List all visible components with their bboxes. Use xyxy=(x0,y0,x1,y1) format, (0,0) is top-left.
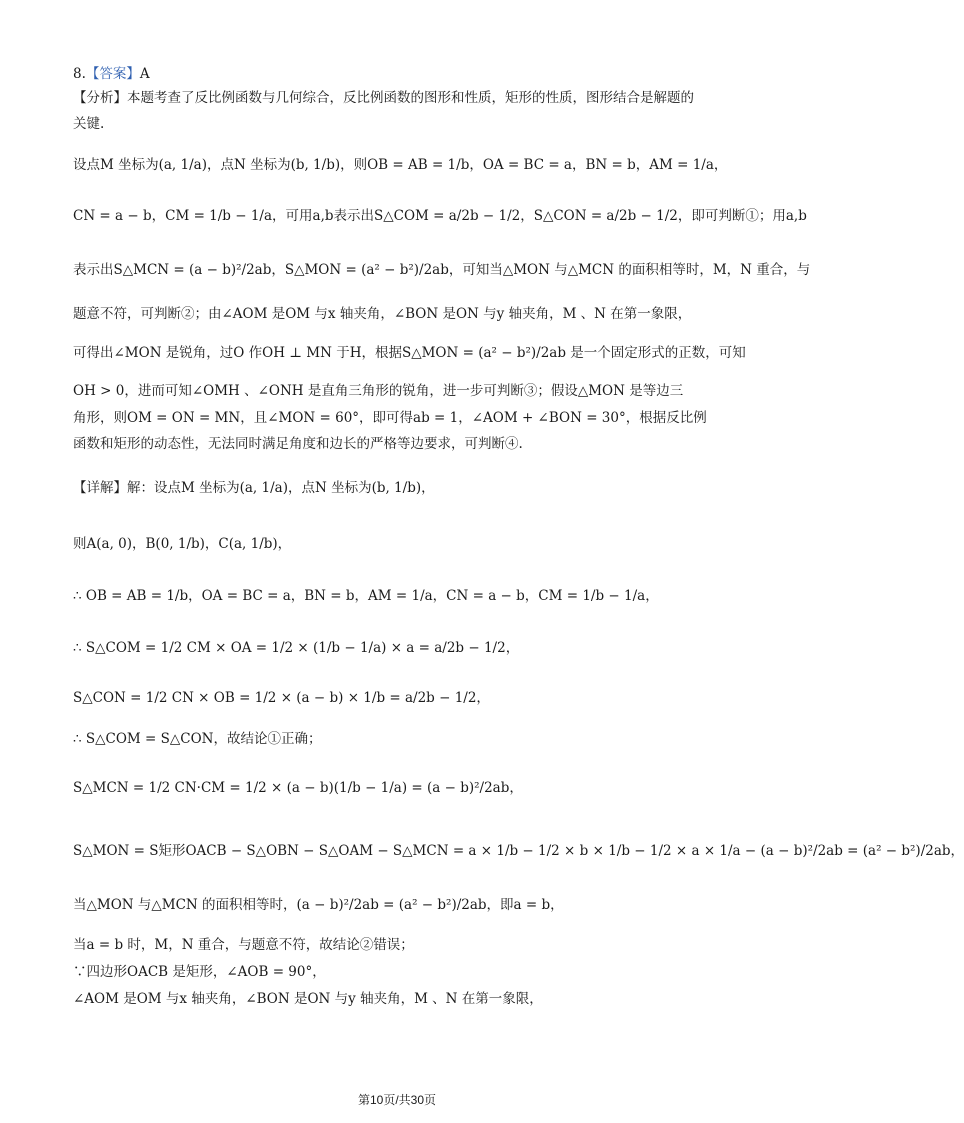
analysis-line-1: 【分析】本题考查了反比例函数与几何综合，反比例函数的图形和性质，矩形的性质，图形结合是解题的 xyxy=(73,90,694,106)
detail-line-7: S△MCN = 1/2 CN·CM = 1/2 × (a − b)(1/b − 1/a) = (a − b)²/2ab， xyxy=(73,780,523,796)
detail-line-4: ∴ S△COM = 1/2 CM × OA = 1/2 × (1/b − 1/a) × a = a/2b − 1/2， xyxy=(73,640,520,656)
answer-value: A xyxy=(139,66,150,82)
page-footer: 第10页/共30页 xyxy=(357,1093,437,1107)
analysis-line-4: CN = a − b，CM = 1/b − 1/a，可用a,b表示出S△COM = a/2b − 1/2，S△CON = a/2b − 1/2，即可判断①；用a,b xyxy=(73,208,807,224)
detail-line-6: ∴ S△COM = S△CON，故结论①正确； xyxy=(73,731,322,747)
analysis-line-2: 关键. xyxy=(73,116,105,132)
detail-line-3: ∴ OB = AB = 1/b，OA = BC = a，BN = b，AM = 1/a，CN = a − b，CM = 1/b − 1/a， xyxy=(73,588,659,604)
detail-line-2: 则A(a, 0)，B(0, 1/b)，C(a, 1/b)， xyxy=(73,536,292,552)
analysis-line-3: 设点M 坐标为(a, 1/a)，点N 坐标为(b, 1/b)，则OB = AB = 1/b，OA = BC = a，BN = b，AM = 1/a， xyxy=(73,157,728,173)
detail-line-8: S△MON = S矩形OACB − S△OBN − S△OAM − S△MCN = a × 1/b − 1/2 × b × 1/b − 1/2 × a × 1/a − (a − b)²/2ab = (a² − b²)/2ab， xyxy=(73,843,964,859)
detail-line-5: S△CON = 1/2 CN × OB = 1/2 × (a − b) × 1/b = a/2b − 1/2， xyxy=(73,690,490,706)
detail-line-10: 当a = b 时，M，N 重合，与题意不符，故结论②错误； xyxy=(73,937,414,953)
analysis-line-5: 表示出S△MCN = (a − b)²/2ab，S△MON = (a² − b²)/2ab，可知当△MON 与△MCN 的面积相等时，M，N 重合，与 xyxy=(73,262,811,278)
detail-line-1: 【详解】解：设点M 坐标为(a, 1/a)，点N 坐标为(b, 1/b)， xyxy=(73,480,435,496)
question-number: 8. xyxy=(73,66,86,82)
detail-line-11: ∵四边形OACB 是矩形，∠AOB = 90°， xyxy=(73,964,326,980)
analysis-line-7: 可得出∠MON 是锐角，过O 作OH ⊥ MN 于H，根据S△MON = (a² − b²)/2ab 是一个固定形式的正数，可知 xyxy=(73,345,746,361)
analysis-line-8: OH > 0，进而可知∠OMH 、∠ONH 是直角三角形的锐角，进一步可判断③；假设△MON 是等边三 xyxy=(73,383,684,399)
detail-line-9: 当△MON 与△MCN 的面积相等时，(a − b)²/2ab = (a² − b²)/2ab，即a = b， xyxy=(73,897,564,913)
detail-line-12: ∠AOM 是OM 与x 轴夹角，∠BON 是ON 与y 轴夹角，M 、N 在第一象限， xyxy=(73,991,543,1007)
question-heading xyxy=(73,62,150,82)
analysis-line-9: 角形，则OM = ON = MN，且∠MON = 60°，即可得ab = 1，∠AOM + ∠BON = 30°，根据反比例 xyxy=(73,410,707,426)
answer-tag: 【答案】 xyxy=(85,66,140,82)
analysis-line-10: 函数和矩形的动态性，无法同时满足角度和边长的严格等边要求，可判断④. xyxy=(73,436,523,452)
analysis-line-6: 题意不符，可判断②；由∠AOM 是OM 与x 轴夹角，∠BON 是ON 与y 轴夹角，M 、N 在第一象限， xyxy=(73,306,692,322)
